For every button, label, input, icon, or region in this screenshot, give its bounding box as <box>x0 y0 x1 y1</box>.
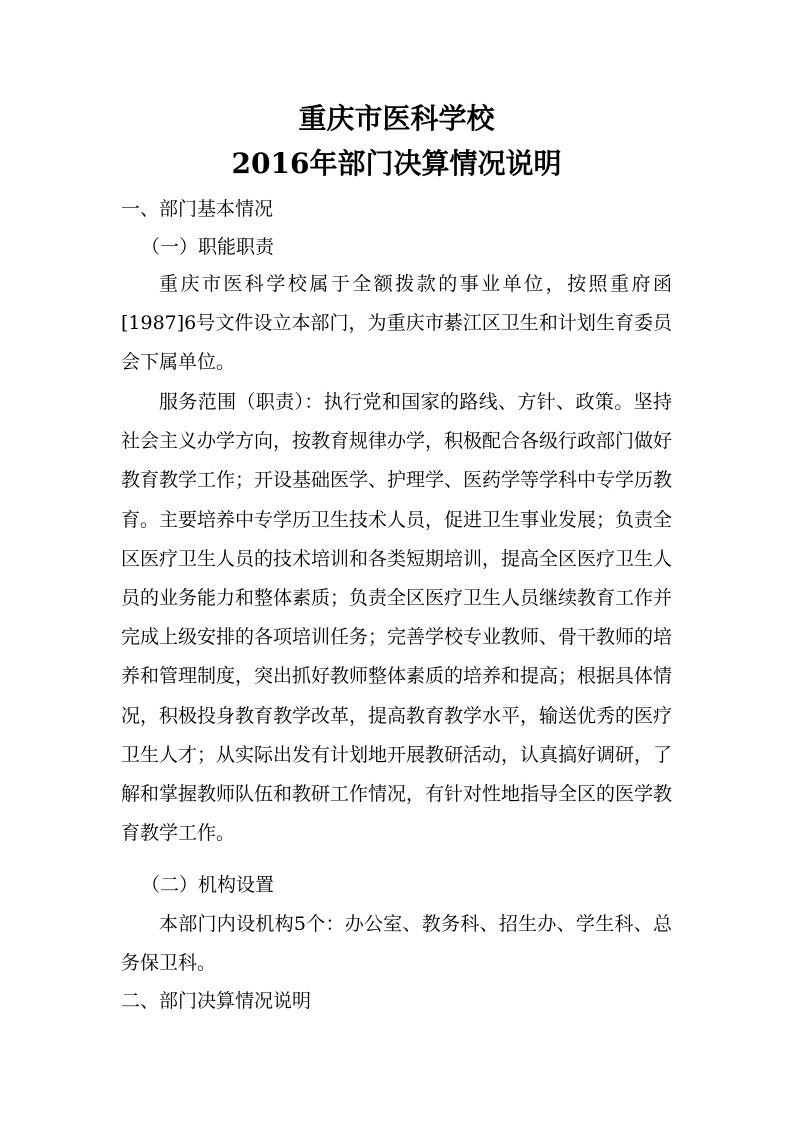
document-subtitle: 2016年部门决算情况说明 <box>231 147 562 180</box>
subsection-heading-functions: （一）职能职责 <box>141 236 275 258</box>
section-heading-final-accounts: 二、部门决算情况说明 <box>121 990 312 1012</box>
subsection-heading-organization: （二）机构设置 <box>141 874 275 896</box>
document-title: 重庆市医科学校 <box>298 102 495 135</box>
paragraph-establishment: 重庆市医科学校属于全额拨款的事业单位，按照重府函[1987]6号文件设立本部门，为重庆市綦江区卫生和计划生育委员会下属单位。 <box>121 273 672 374</box>
paragraph-service-scope: 服务范围（职责）：执行党和国家的路线、方针、政策。坚持社会主义办学方向，按教育规律办学，积极配合各级行政部门做好教育教学工作；开设基础医学、护理学、医药学等学科中专学历教育。主要培养中专学历卫生技术人员，促进卫生事业发展；负责全区医疗卫生人员的技术培训和各类短期培训，提高全区医疗卫生人员的业务能力和整体素质；负责全区医疗卫生人员继续教育工作并完成上级安排的各项培训任务；完善学校专业教师、骨干教师的培养和管理制度，突出抓好教师整体素质的培养和提高；根据具体情况，积极投身教育教学改革，提高教育教学水平，输送优秀的医疗卫生人才；从实际出发有计划地开展教研活动，认真搞好调研，了解和掌握教师队伍和教研工作情况，有针对性地指导全区的医学教育教学工作。 <box>121 391 673 845</box>
paragraph-internal-departments: 本部门内设机构5个：办公室、教务科、招生办、学生科、总务保卫科。 <box>121 913 672 975</box>
section-heading-basic-info: 一、部门基本情况 <box>121 198 274 220</box>
